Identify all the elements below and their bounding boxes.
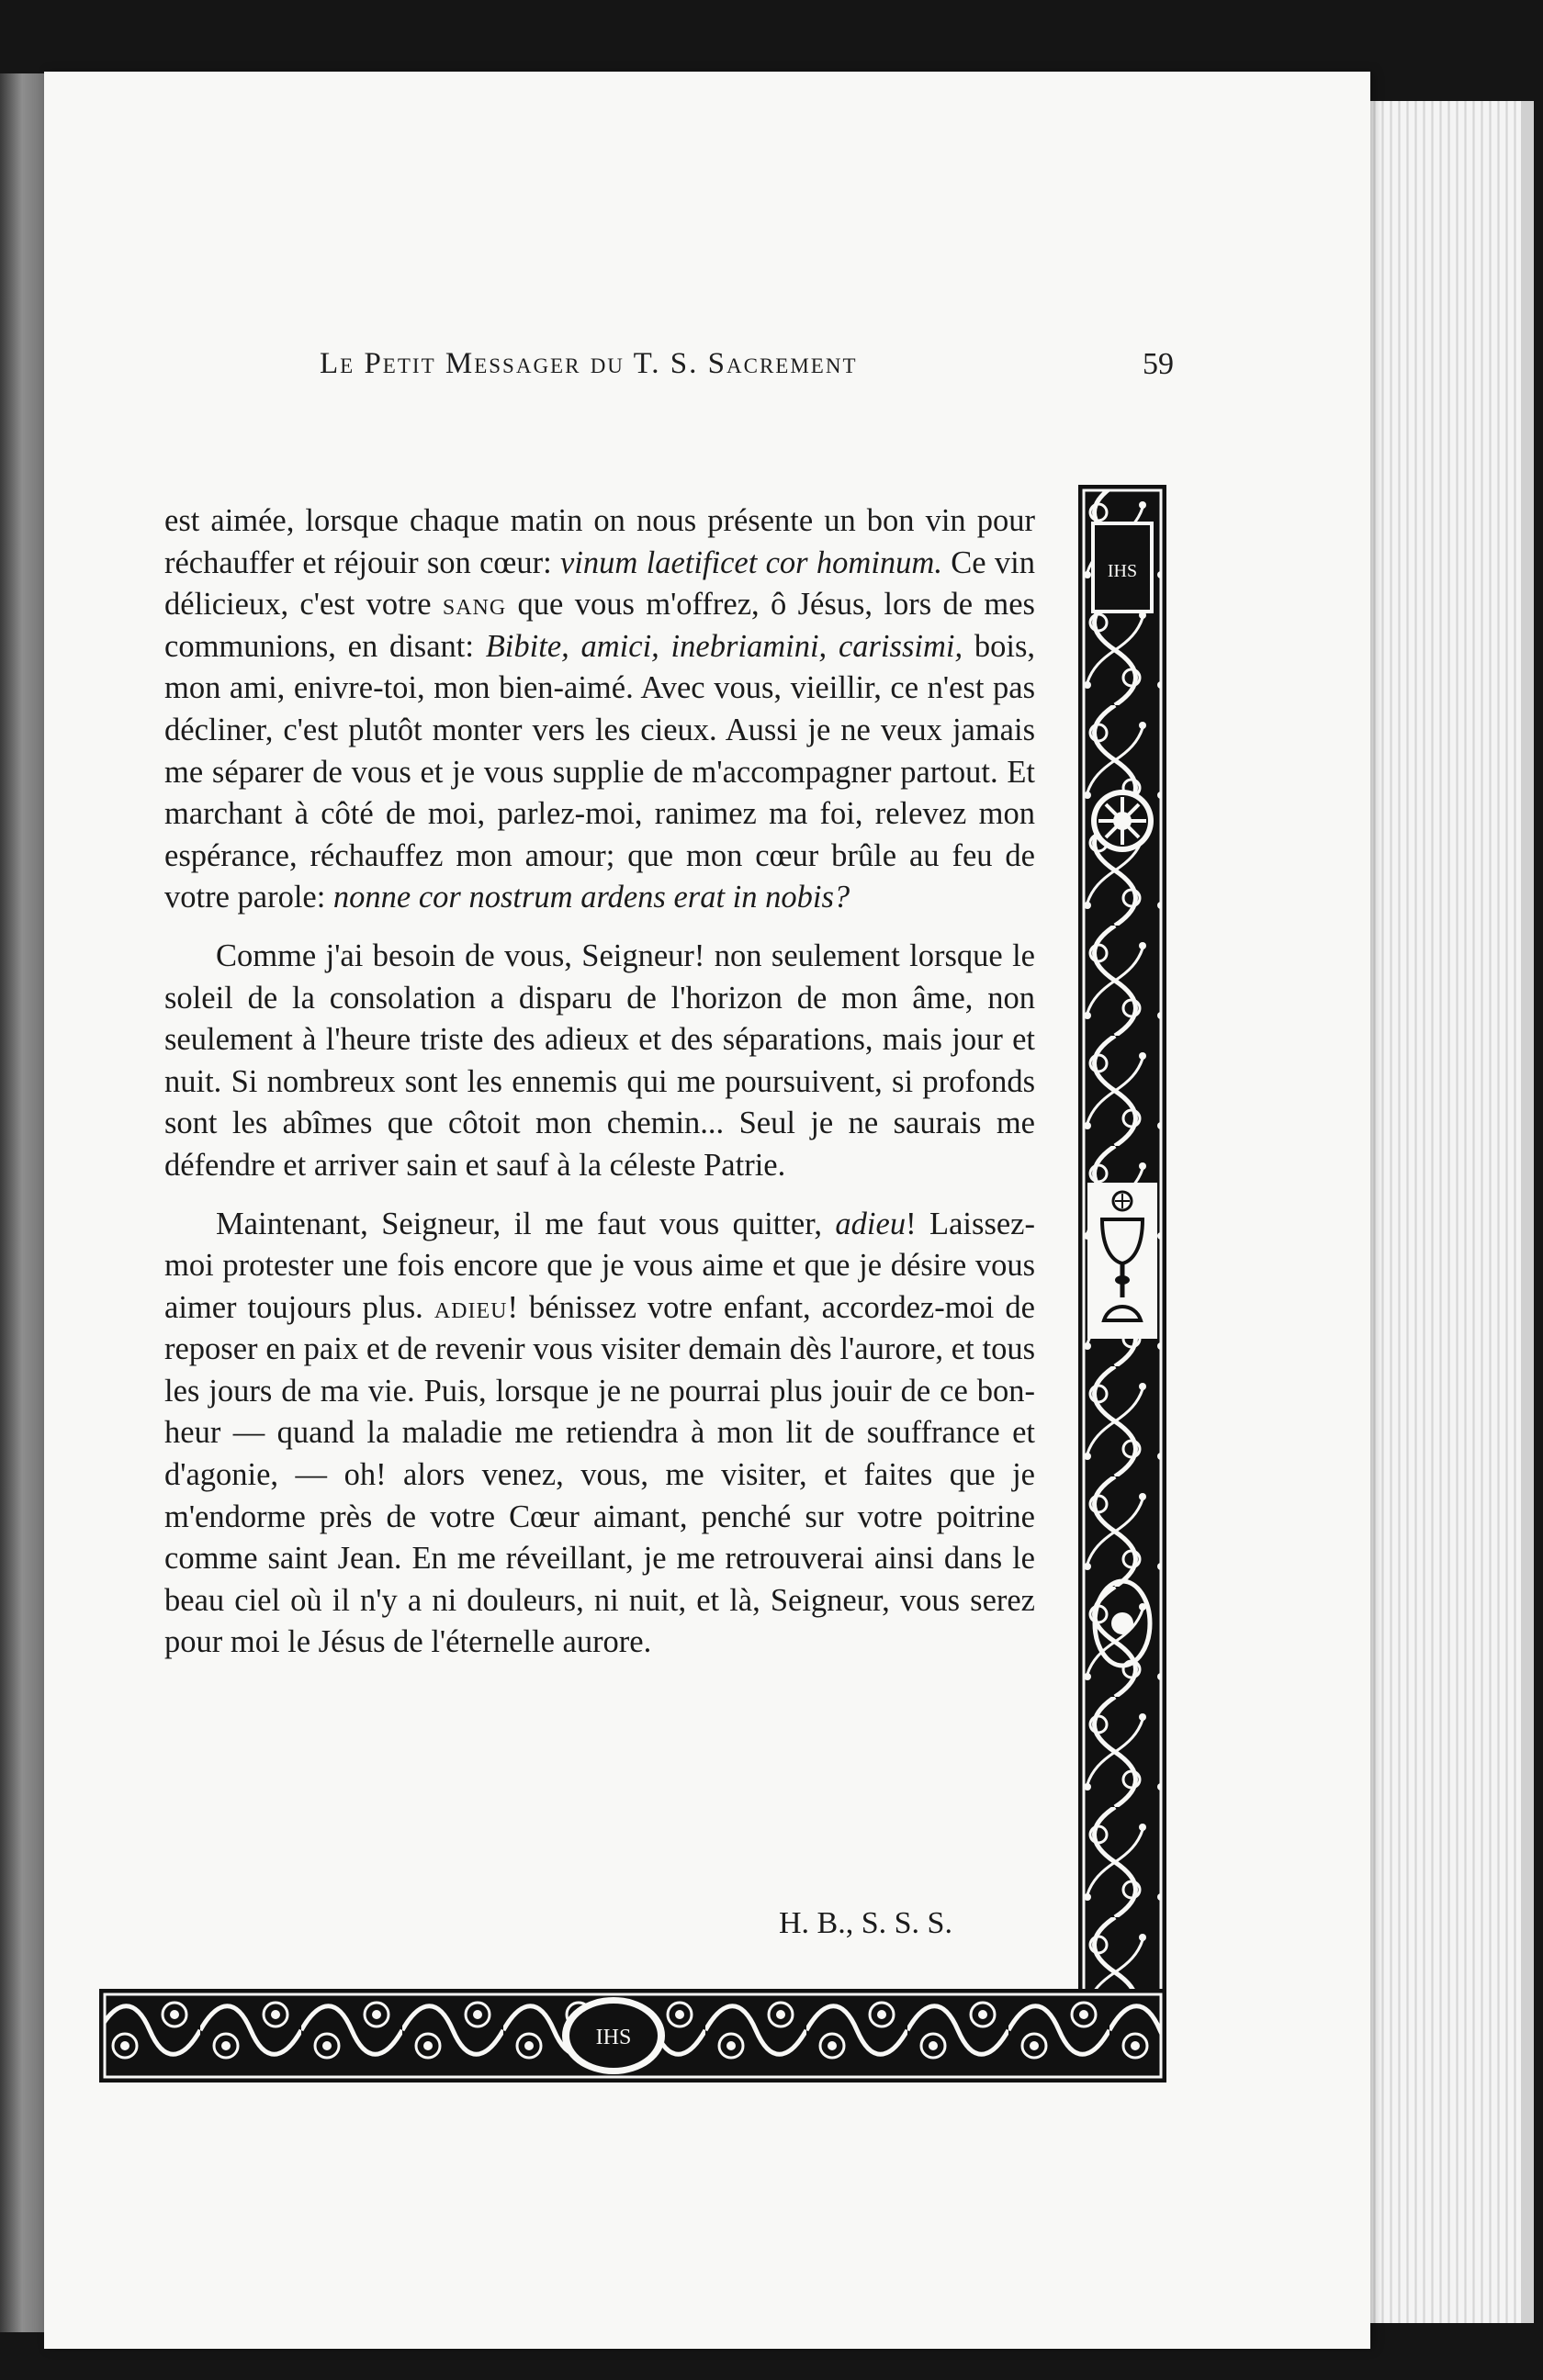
ihs-monogram-icon [1091,522,1154,613]
latin-quote: Bibite, amici, inebriamini, carissimi, [485,628,963,664]
text-run: Maintenant, Seigneur, il me faut vous quitter, [216,1206,836,1241]
chalice-icon [1087,1183,1157,1339]
paragraph-3 [164,1204,1035,1665]
text-run: que vous m'offrez, ô Jésus, lors de mes communions, en disant: [164,587,1035,664]
paragraph-1 [164,500,1035,919]
page-stack-edge [1359,101,1534,2323]
rosette-icon [1091,790,1154,852]
vine-scroll-icon [1078,485,1166,1996]
vine-scroll-icon [99,1989,1166,2082]
small-caps-word: adieu [434,1289,508,1325]
page-header [320,347,1174,393]
text-run: Ce vin délicieux, c'est votre [164,544,1035,623]
svg-text:IHS: IHS [595,2026,632,2049]
latin-quote: vinum laetificet cor hominum. [559,544,942,580]
page-number: 59 [1143,347,1174,381]
article-body [164,500,1035,1680]
ihs-monogram-icon [562,1997,665,2074]
text-run: plutôt monter vers les cieux. Aussi je ne veux [338,712,952,747]
latin-quote: nonne cor nostrum ardens erat in nobis? [332,880,850,915]
text-run: jamais [952,712,1035,747]
svg-text:IHS: IHS [1107,561,1138,581]
italic-word: adieu [835,1206,907,1241]
running-head: Le Petit Messager du T. S. Sacrement [320,347,858,380]
text-run: mon [434,670,490,706]
ornamental-border-right [1078,485,1166,1996]
book-page [44,72,1370,2349]
text-run: ! bénissez votre enfant, accordez-moi de reposer en paix et de revenir vous visiter demain dès l'aurore, et tous les jours de ma vie. Puis, lorsque je ne pourrai plus jouir de ce bonheur — quand la maladie me retiendra à mon lit de souffrance et d'agonie, — oh! alors venez, vous, me visiter, et faites que je m'endorme près de votre Cœur aimant, penché sur votre poitrine comme saint Jean. En me réveillant, je me retrouverai ainsi dans le beau ciel où il n'y a ni douleurs, ni nuit, et là, Seigneur, vous serez pour moi le Jésus de l'éternelle aurore. [164,1289,1035,1660]
paragraph-2: Comme j'ai besoin de vous, Seigneur! non seulement lorsque le soleil de la consolation a disparu de l'horizon de mon âme, non seulement à l'heure triste des adieux et des séparations, mais jour et nuit. Si nombreux sont les ennemis qui me poursuivent, si profonds sont les abîmes que côtoit mon chemin... Seul je ne saurais me défendre et arriver sain et sauf à la céleste Patrie. [164,937,1035,1183]
text-run: c'est [283,712,339,747]
author-signature: H. B., S. S. S. [779,1906,952,1940]
text-run: bois, mon ami, enivre-toi, [164,628,1035,706]
text-run: est aimée, lorsque chaque matin on nous présente un bon vin pour réchauffer et réjouir son cœur: [164,503,1035,580]
ornamental-border-bottom [99,1989,1166,2082]
small-caps-word: sang [442,587,507,623]
text-run: ! Laissez-moi protester une fois encore que je vous aime et que je désire vous aimer toujours plus. [164,1206,1035,1325]
text-run: bien-aimé. Avec vous, vieillir, ce n'est pas décliner, [164,670,1035,747]
text-run: me séparer de vous et je vous supplie de m'accompagner partout. Et marchant à côté de moi, parlez-moi, ranimez ma foi, relevez mon espérance, réchauffez mon amour; que mon cœur brûle au feu de votre parole: [164,754,1035,915]
